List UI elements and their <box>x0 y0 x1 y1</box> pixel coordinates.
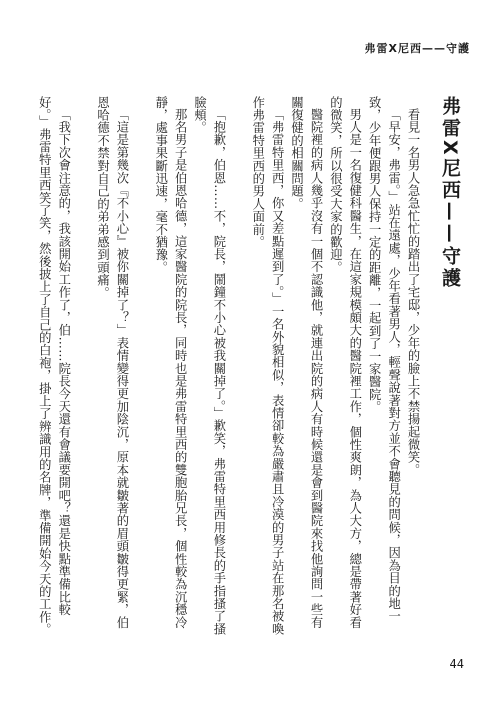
paragraph: 醫院裡的病人幾乎沒有一個不認識他，就連出院的病人有時候還是會到醫院來找他詢問一些有關復健的相關問題。 <box>289 96 323 629</box>
story-title: 弗雷X尼西——守護 <box>439 96 461 290</box>
paragraph: 「抱歉，伯恩……不，院長，鬧鐘不小心被我關掉了。」歉笑，弗雷特里西用修長的手指搔了搔臉頰。 <box>192 96 226 636</box>
paragraph: 「這是第幾次『不小心』被你關掉了？」表情變得更加陰沉，原本就皺著的眉頭皺得更緊，伯恩哈德不禁對自己的弟弟感到頭痛。 <box>95 96 129 629</box>
paragraph: 「我下次會注意的，我該開始工作了，伯……院長今天還有會議要開吧？還是快點準備比較好。」弗雷特里西笑了笑，然後披上了自己的白袍，掛上了辨識用的名牌，準備開始今天的工作。 <box>37 96 71 636</box>
text-body <box>37 96 422 636</box>
paragraph: 「弗雷特里西，你又差點遲到了。」一名外貌相似，表情卻較為嚴肅且冷漠的男子站在那名被喚作弗雷特里西的男人面前。 <box>250 96 285 636</box>
paragraph: 「早安，弗雷。」站在遠處，少年看著男人，輕聲說著對方並不會聽見的問候，因為目的地一致，少年便跟男人保持一定的距離，一起到了一家醫院。 <box>367 96 401 623</box>
paragraph: 看見一名男人急急忙忙的踏出了宅邸，少年的臉上不禁揚起微笑。 <box>406 108 420 477</box>
running-head: 弗雷X尼西——守護 <box>364 42 470 55</box>
paragraph: 那名男子是伯恩哈德，這家醫院的院長，同時也是弗雷特里西的雙胞胎兄長，個性較為沉穩冷靜，處事果斷迅速，毫不猶豫。 <box>153 96 188 629</box>
page-number: 44 <box>449 657 464 671</box>
paragraph: 男人是一名復健科醫生，在這家規模頗大的醫院裡工作，個性爽朗，為人大方，總是帶著好看的微笑，所以很受大家的歡迎。 <box>328 96 362 629</box>
